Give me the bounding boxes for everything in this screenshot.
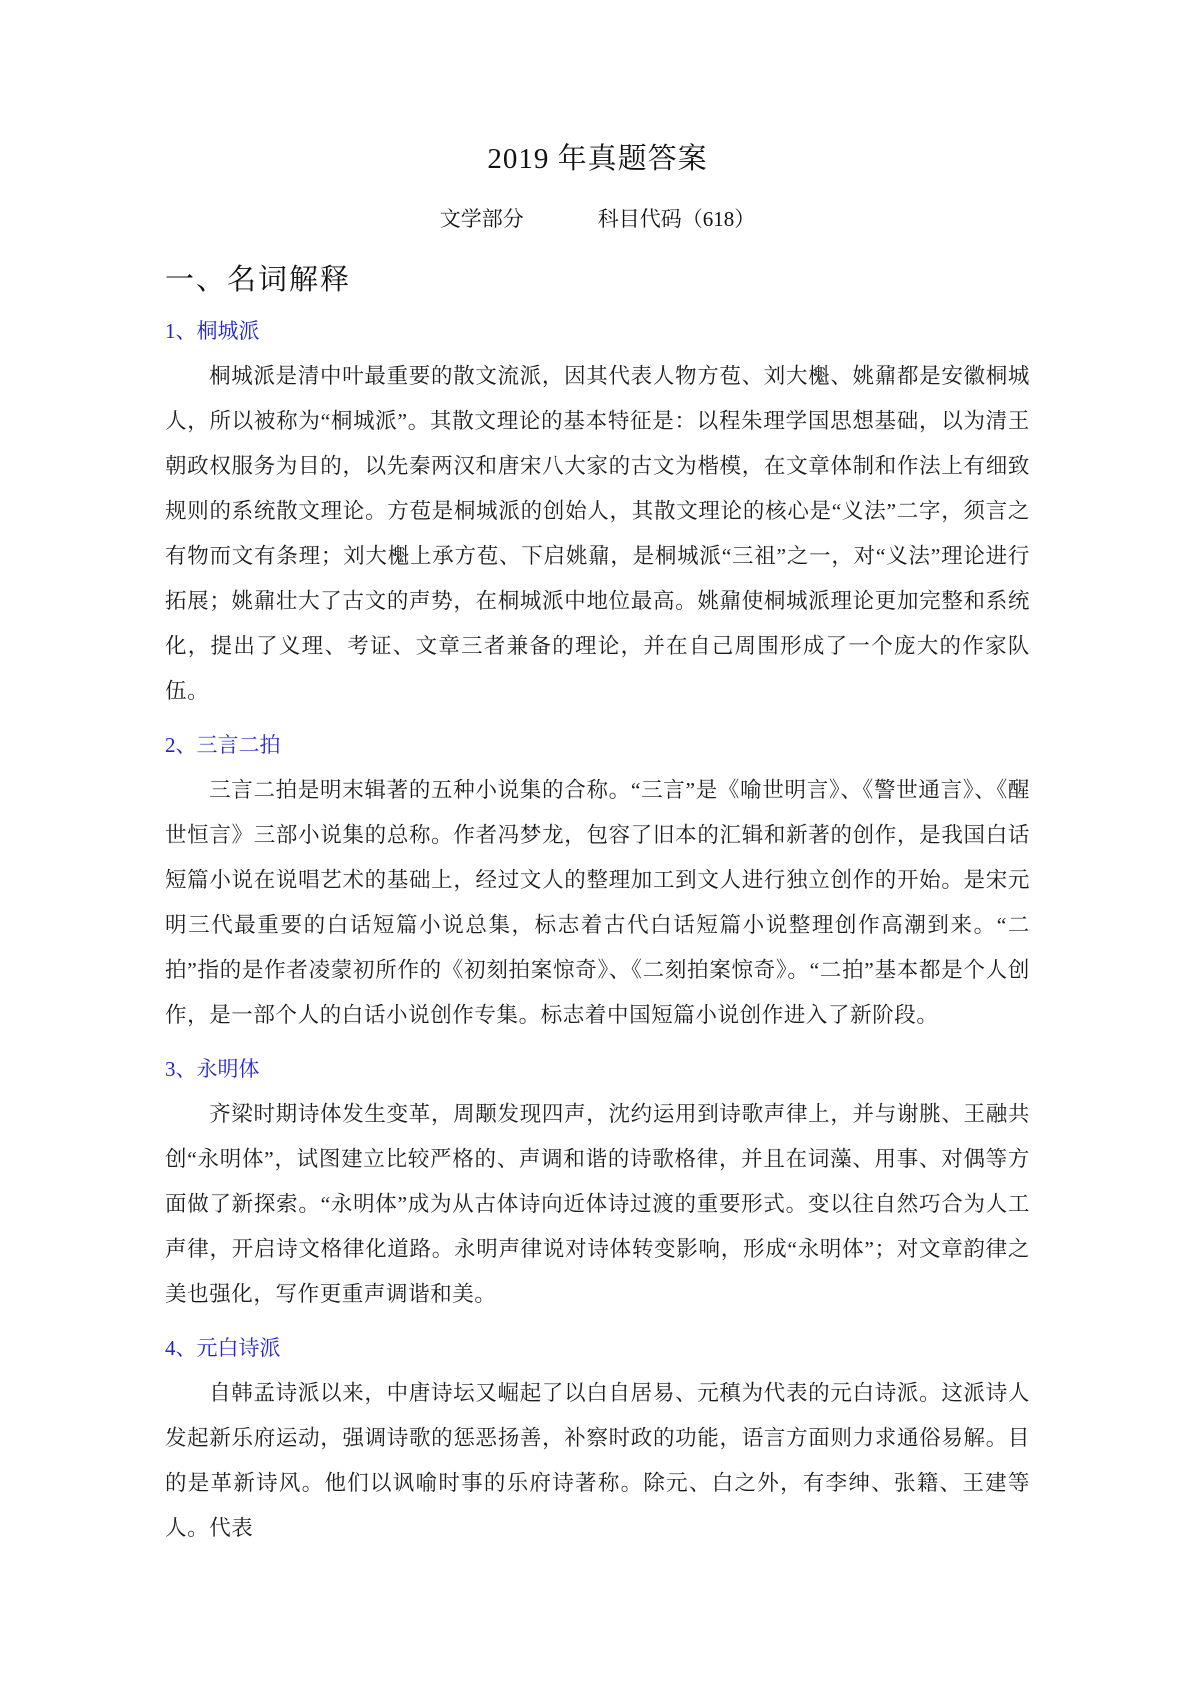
term-item-yongmingti [165, 1055, 1030, 1317]
subtitle-part-left: 文学部分 [439, 207, 524, 231]
term-heading: 4、元白诗派 [165, 1336, 281, 1360]
term-definition: 三言二拍是明末辑著的五种小说集的合称。“三言”是《喻世明言》、《警世通言》、《醒世恒言》三部小说集的总称。作者冯梦龙，包容了旧本的汇辑和新著的创作，是我国白话短篇小说在说唱艺术的基础上，经过文人的整理加工到文人进行独立创作的开始。是宋元明三代最重要的白话短篇小说总集，标志着古代白话短篇小说整理创作高潮到来。“二拍”指的是作者凌蒙初所作的《初刻拍案惊奇》、《二刻拍案惊奇》。“二拍”基本都是个人创作，是一部个人的白话小说创作专集。标志着中国短篇小说创作进入了新阶段。 [165, 778, 1030, 1027]
term-definition: 齐梁时期诗体发生变革，周颙发现四声，沈约运用到诗歌声律上，并与谢朓、王融共创“永明体”，试图建立比较严格的、声调和谐的诗歌格律，并且在词藻、用事、对偶等方面做了新探索。“永明体”成为从古体诗向近体诗过渡的重要形式。变以往自然巧合为人工声律，开启诗文格律化道路。永明声律说对诗体转变影响，形成“永明体”；对文章韵律之美也强化，写作更重声调谐和美。 [165, 1102, 1030, 1306]
term-heading: 1、桐城派 [165, 319, 260, 343]
section-heading: 一、名词解释 [165, 264, 352, 296]
subtitle-part-right: 科目代码（618） [597, 207, 756, 231]
term-item-yuanbaishipai [165, 1334, 1030, 1551]
term-heading: 3、永明体 [165, 1057, 260, 1081]
term-item-tongchengpai [165, 317, 1030, 714]
page-title: 2019 年真题答案 [487, 143, 708, 175]
term-heading: 2、三言二拍 [165, 733, 281, 757]
term-definition: 桐城派是清中叶最重要的散文流派，因其代表人物方苞、刘大櫆、姚鼐都是安徽桐城人，所以被称为“桐城派”。其散文理论的基本特征是：以程朱理学国思想基础，以为清王朝政权服务为目的，以先秦两汉和唐宋八大家的古文为楷模，在文章体制和作法上有细致规则的系统散文理论。方苞是桐城派的创始人，其散文理论的核心是“义法”二字，须言之有物而文有条理；刘大櫆上承方苞、下启姚鼐，是桐城派“三祖”之一，对“义法”理论进行拓展；姚鼐壮大了古文的声势，在桐城派中地位最高。姚鼐使桐城派理论更加完整和系统化，提出了义理、考证、文章三者兼备的理论，并在自己周围形成了一个庞大的作家队伍。 [165, 364, 1030, 703]
term-definition: 自韩孟诗派以来，中唐诗坛又崛起了以白自居易、元稹为代表的元白诗派。这派诗人发起新乐府运动，强调诗歌的惩恶扬善，补察时政的功能，语言方面则力求通俗易解。目的是革新诗风。他们以讽喻时事的乐府诗著称。除元、白之外，有李绅、张籍、王建等人。代表 [165, 1381, 1030, 1540]
document-subtitle [165, 204, 1030, 234]
term-item-sanyanerpai [165, 731, 1030, 1038]
